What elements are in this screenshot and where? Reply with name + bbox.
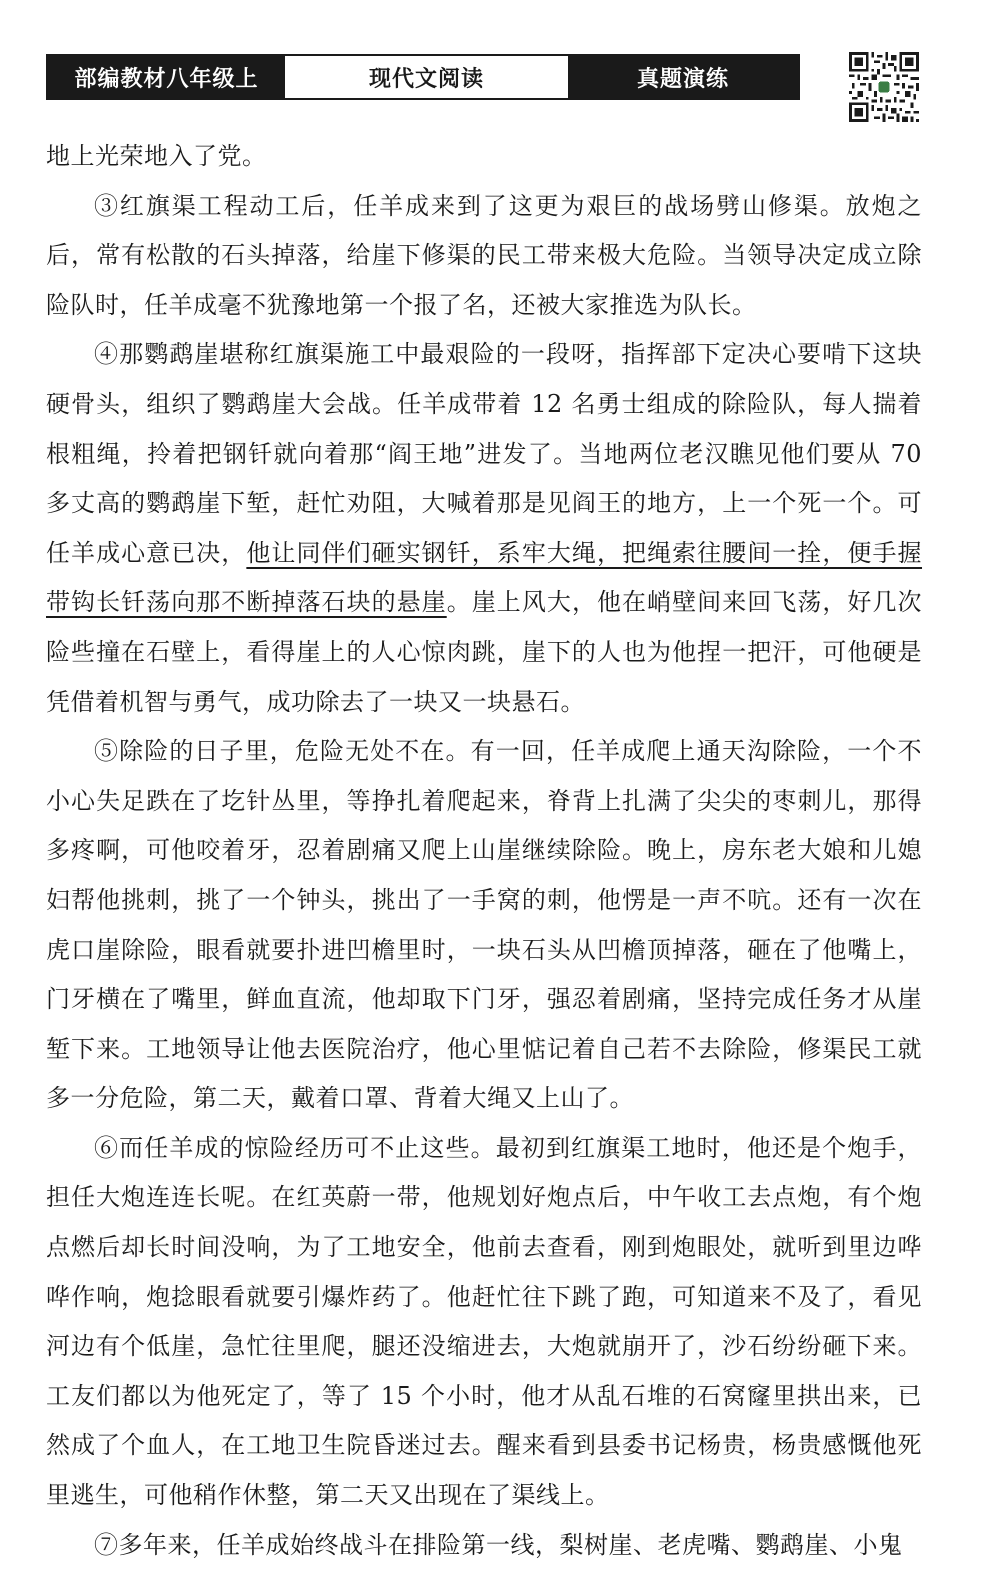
article-body: [46, 132, 922, 1570]
qr-code-icon: [849, 52, 919, 122]
header-exercise-label: 真题演练: [568, 56, 798, 98]
paragraph-3: [46, 182, 922, 331]
paragraph-text: ④那鹦鹉崖堪称红旗渠施工中最艰险的一段呀，指挥部下定决心要啃下这块硬骨头，组织了鹦鹉崖大会战。任羊成带着 12 名勇士组成的除险队，每人揣着根粗绳，拎着把钢钎就向着那“阎王地”进发了。当地两位老汉瞧见他们要从 70 多丈高的鹦鹉崖下堑，赶忙劝阻，大喊着那是见阎王的地方，上一个死一个。可任羊成心意已决，: [46, 340, 922, 567]
header-textbook-label: 部编教材八年级上: [48, 56, 285, 98]
paragraph-continuation: [46, 132, 922, 182]
page-header: [46, 54, 800, 100]
paragraph-4: [46, 330, 922, 727]
underlined-sentence: 他让同伴们砸实钢钎，系牢大绳，把绳索往腰间一拴，便手握带钩长钎荡向那不断掉落石块的悬崖: [46, 538, 923, 617]
paragraph-7: [46, 1521, 922, 1571]
paragraph-5: [46, 727, 922, 1124]
paragraph-6: [46, 1124, 922, 1521]
header-section-label: 现代文阅读: [285, 56, 568, 98]
paragraph-text: ⑤除险的日子里，危险无处不在。有一回，任羊成爬上通天沟除险，一个不小心失足跌在了圪针丛里，等挣扎着爬起来，脊背上扎满了尖尖的枣刺儿，那得多疼啊，可他咬着牙，忍着剧痛又爬上山崖继续除险。晚上，房东老大娘和儿媳妇帮他挑刺，挑了一个钟头，挑出了一手窝的刺，他愣是一声不吭。还有一次在虎口崖除险，眼看就要扑进凹檐里时，一块石头从凹檐顶掉落，砸在了他嘴上，门牙横在了嘴里，鲜血直流，他却取下门牙，强忍着剧痛，坚持完成任务才从崖堑下来。工地领导让他去医院治疗，他心里惦记着自己若不去除险，修渠民工就多一分危险，第二天，戴着口罩、背着大绳又上山了。: [46, 737, 922, 1113]
paragraph-text: ⑥而任羊成的惊险经历可不止这些。最初到红旗渠工地时，他还是个炮手，担任大炮连连长呢。在红英蔚一带，他规划好炮点后，中午收工去点炮，有个炮点燃后却长时间没响，为了工地安全，他前去查看，刚到炮眼处，就听到里边哗哗作响，炮捻眼看就要引爆炸药了。他赶忙往下跳了跑，可知道来不及了，看见河边有个低崖，急忙往里爬，腿还没缩进去，大炮就崩开了，沙石纷纷砸下来。工友们都以为他死定了，等了 15 个小时，他才从乱石堆的石窝窿里拱出来，已然成了个血人，在工地卫生院昏迷过去。醒来看到县委书记杨贵，杨贵感慨他死里逃生，可他稍作休整，第二天又出现在了渠线上。: [46, 1133, 922, 1510]
paragraph-text: ⑦多年来，任羊成始终战斗在排险第一线，梨树崖、老虎嘴、鹦鹉崖、小鬼: [94, 1530, 903, 1559]
paragraph-text: ③红旗渠工程动工后，任羊成来到了这更为艰巨的战场劈山修渠。放炮之后，常有松散的石头掉落，给崖下修渠的民工带来极大危险。当领导决定成立除险队时，任羊成毫不犹豫地第一个报了名，还被大家推选为队长。: [46, 191, 922, 319]
paragraph-text: 。崖上风大，他在峭壁间来回飞荡，好几次险些撞在石壁上，看得崖上的人心惊肉跳，崖下的人也为他捏一把汗，可他硬是凭借着机智与勇气，成功除去了一块又一块悬石。: [46, 588, 923, 716]
paragraph-text: 地上光荣地入了党。: [46, 142, 267, 170]
